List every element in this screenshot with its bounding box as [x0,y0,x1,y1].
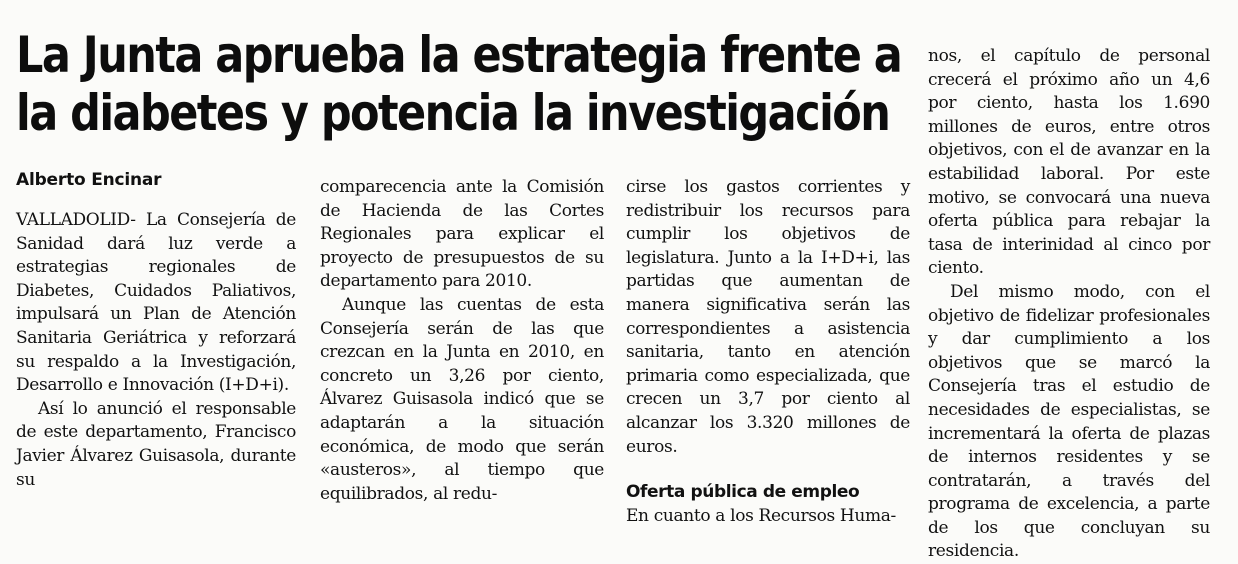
headline [16,26,902,142]
paragraph: Aunque las cuentas de esta Consejería serán de las que crezcan en la Junta en 2010, en concreto un 3,26 por ciento, Álvarez Guisasola indicó que se adaptarán a la situación económica, de modo que serán «austeros», al tiempo que equilibrados, al redu- [320,294,604,504]
paragraph: Del mismo modo, con el objetivo de fidelizar profesionales y dar cumplimiento a los objetivos que se marcó la Consejería tras el estudio de necesidades de especialistas, se incrementará la oferta de plazas de internos residentes y se contratarán, a través del programa de excelencia, a parte de los que concluyan su residencia. [928,281,1210,562]
paragraph: cirse los gastos corrientes y redistribuir los recursos para cumplir los objetivos de legislatura. Junto a la I+D+i, las partidas que aumentan de manera significativa serán las correspondientes a asistencia sanitaria, tanto en atención primaria como especializada, que crecen un 3,7 por ciento al alcanzar los 3.320 millones de euros. [626,177,910,457]
subheading: Oferta pública de empleo [626,482,860,503]
paragraph: comparecencia ante la Comisión de Hacienda de las Cortes Regionales para explicar el proyecto de presupuestos de su departamento para 2010. [320,177,604,292]
article-column-4 [928,45,1210,564]
byline: Alberto Encinar [16,170,162,190]
headline-line-1: La Junta aprueba la estrategia frente a [16,26,902,84]
paragraph: Así lo anunció el responsable de este departamento, Francisco Javier Álvarez Guisasola, durante su [16,398,296,490]
article-column-2 [320,176,604,506]
paragraph: En cuanto a los Recursos Huma- [626,505,896,526]
article-column-1 [16,209,296,492]
paragraph: VALLADOLID- La Consejería de Sanidad dará luz verde a estrategias regionales de Diabetes, Cuidados Paliativos, impulsará un Plan de Atención Sanitaria Geriátrica y reforzará su respaldo a la Investigación, Desarrollo e Innovación (I+D+i). [16,210,296,396]
paragraph: nos, el capítulo de personal crecerá el próximo año un 4,6 por ciento, hasta los 1.690 millones de euros, entre otros objetivos, con el de avanzar en la estabilidad laboral. Por este motivo, se convocará una nueva oferta pública para rebajar la tasa de interinidad al cinco por ciento. [928,46,1210,279]
article-column-3 [626,176,910,528]
headline-line-2: la diabetes y potencia la investigación [16,84,890,142]
